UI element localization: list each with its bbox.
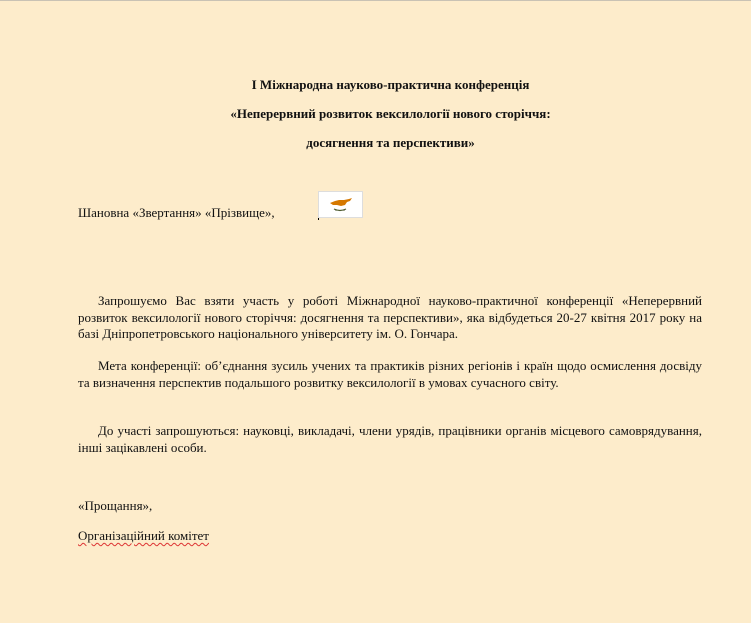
signature-text: Організаційний комітет bbox=[78, 528, 209, 543]
closing-line: «Прощання», bbox=[78, 498, 153, 513]
window-top-border bbox=[0, 0, 751, 1]
greeting-line: Шановна «Звертання» «Прізвище», bbox=[78, 205, 275, 220]
cyprus-flag-icon[interactable] bbox=[318, 191, 363, 218]
signature-line bbox=[78, 528, 209, 544]
paragraph-invitation: Запрошуємо Вас взяти участь у роботі Міжнародної науково-практичної конференції «Неперервний розвиток вексилології нового сторіччя: досягнення та перспективи», яка відбудеться 20-27 квітня 2017 року на базі Дніпропетровського національного університету ім. О. Гончара. bbox=[78, 293, 702, 341]
document-title-line-1: І Міжнародна науково-практична конференція bbox=[251, 77, 530, 92]
paragraph-participants: До участі запрошуються: науковці, викладачі, члени урядів, працівники органів місцевого самоврядування, інші зацікавлені особи. bbox=[78, 423, 702, 455]
document-title-line-3: досягнення та перспективи» bbox=[306, 135, 475, 150]
paragraph-purpose: Мета конференції: об’єднання зусиль учених та практиків різних регіонів і країн щодо осмислення досвіду та визначення перспектив подальшого розвитку вексилології в умовах сучасного світу. bbox=[78, 358, 702, 390]
document-title-line-2: «Неперервний розвиток вексилології нового сторіччя: bbox=[230, 106, 551, 121]
flag-image bbox=[319, 192, 362, 217]
